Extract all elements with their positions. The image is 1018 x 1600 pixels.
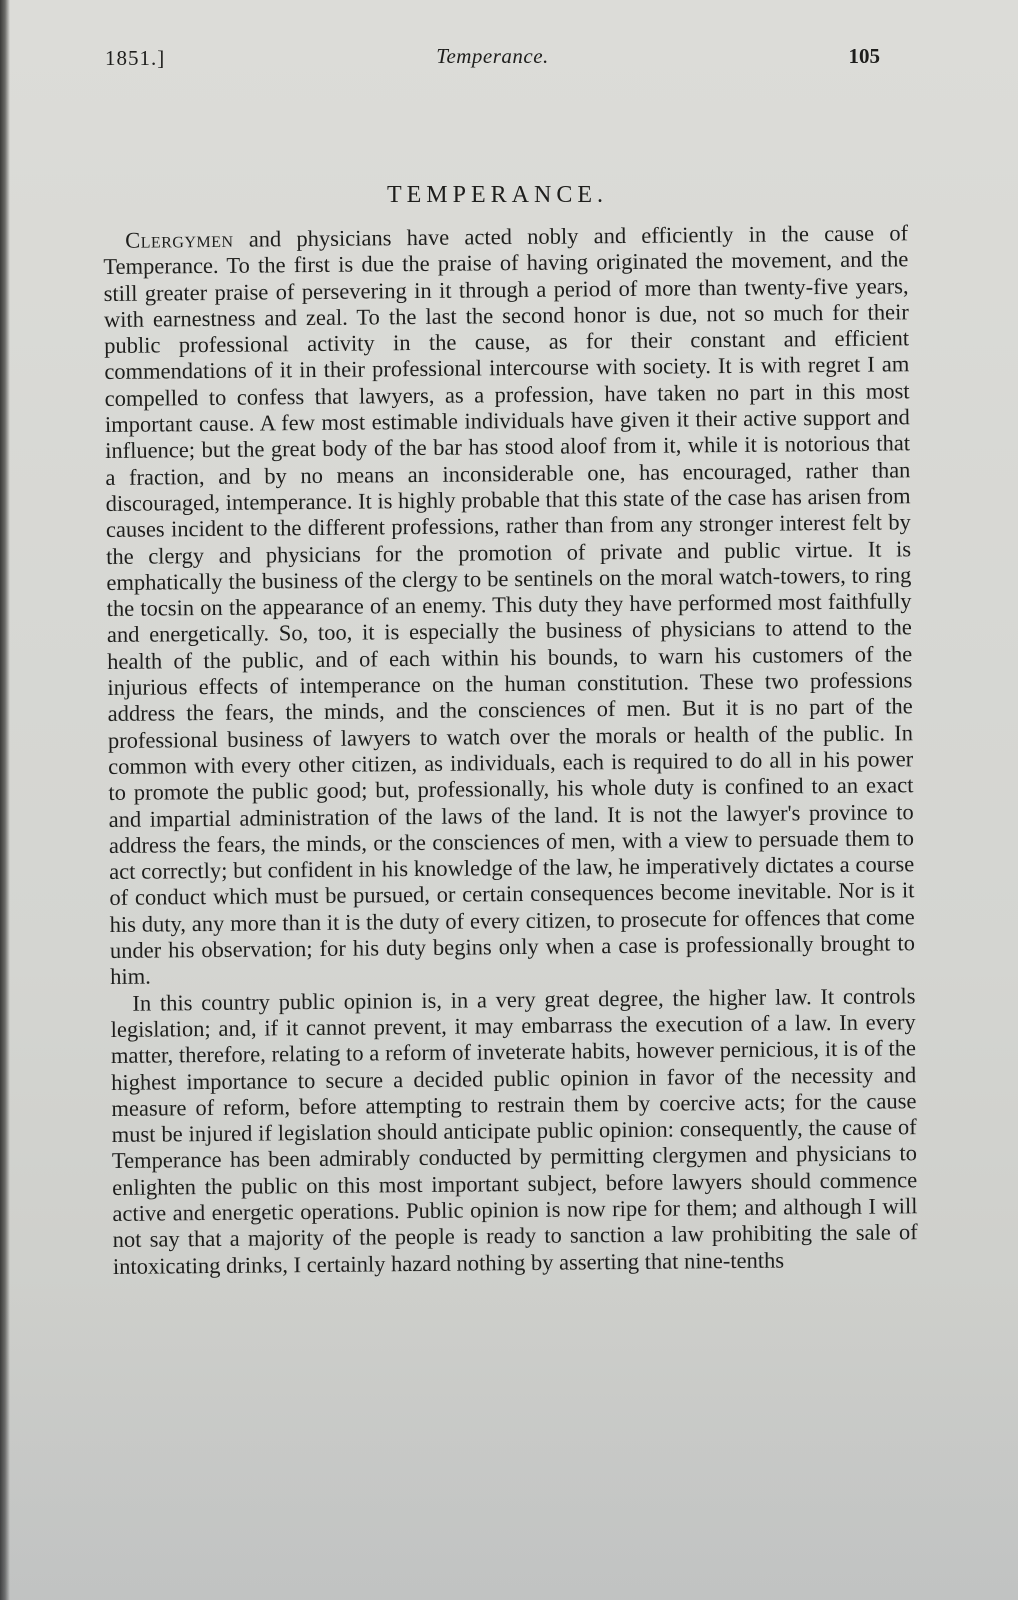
running-header (105, 42, 880, 76)
binding-shadow (0, 0, 10, 1600)
paragraph-1-text: and physicians have acted nobly and efficiently in the cause of Temperance. To the first is due the praise of having originated the movement, and the still greater praise of persevering in it through a period of more than twenty-five years, with earnestness and zeal. To the last the second honor is due, not so much for their public professional activity in the cause, as for their constant and efficient commendations of it in their professional intercourse with society. It is with regret I am compelled to confess that lawyers, as a profession, have taken no part in this most important cause. A few most estimable individuals have given it their active support and influence; but the great body of the bar has stood aloof from it, while it is notorious that a fraction, and by no means an inconsiderable one, has encouraged, rather than discouraged, intemperance. It is highly probable that this state of the case has arisen from causes incident to the different professions, rather than from any stronger interest felt by the clergy and physicians for the promotion of private and public virtue. It is emphatically the business of the clergy to be sentinels on the moral watch-towers, to ring the tocsin on the appearance of an enemy. This duty they have performed most faithfully and energetically. So, too, it is especially the business of physicians to attend to the health of the public, and of each within his bounds, to warn his customers of the injurious effects of intemperance on the human constitution. These two professions address the fears, the minds, and the consciences of men. But it is no part of the professional business of lawyers to watch over the morals or health of the public. In common with every other citizen, as individuals, each is required to do all in his power to promote the public good; but, professionally, his whole duty is confined to an exact and impartial administration of the laws of the land. It is not the lawyer's province to address the fears, the minds, or the consciences of men, with a view to persuade them to act correctly; but confident in his knowledge of the law, he imperatively dictates a course of conduct which must be pursued, or certain consequences become inevitable. Nor is it his duty, any more than it is the duty of every citizen, to prosecute for offences that come under his observation; for his duty begins only when a case is professionally brought to him. (103, 220, 916, 990)
page-number: 105 (848, 44, 880, 68)
paragraph-2 (110, 983, 918, 1280)
chapter-title: TEMPERANCE. (386, 182, 608, 208)
paragraph-1-lead: Clergymen (124, 226, 234, 253)
header-running-title: Temperance. (436, 44, 549, 68)
paragraph-1 (103, 220, 915, 990)
paragraph-2-text: In this country public opinion is, in a very great degree, the higher law. It controls legislation; and, if it cannot prevent, it may embarrass the execution of a law. In every matter, therefore, relating to a reform of inveterate habits, however pernicious, it is of the highest importance to secure a decided public opinion in favor of the necessity and measure of reform, before attempting to restrain them by coercive acts; for the cause must be injured if legislation should anticipate public opinion: consequently, the cause of Temperance has been admirably conducted by permitting clergymen and physicians to enlighten the public on this most important subject, before lawyers should commence active and energetic operations. Public opinion is now ripe for them; and although I will not say that a majority of the people is ready to sanction a law prohibiting the sale of intoxicating drinks, I certainly hazard nothing by asserting that nine-tenths (110, 982, 918, 1279)
header-year: 1851.] (105, 46, 166, 70)
lighting-tint (0, 1280, 1018, 1600)
body-text (103, 220, 918, 1280)
